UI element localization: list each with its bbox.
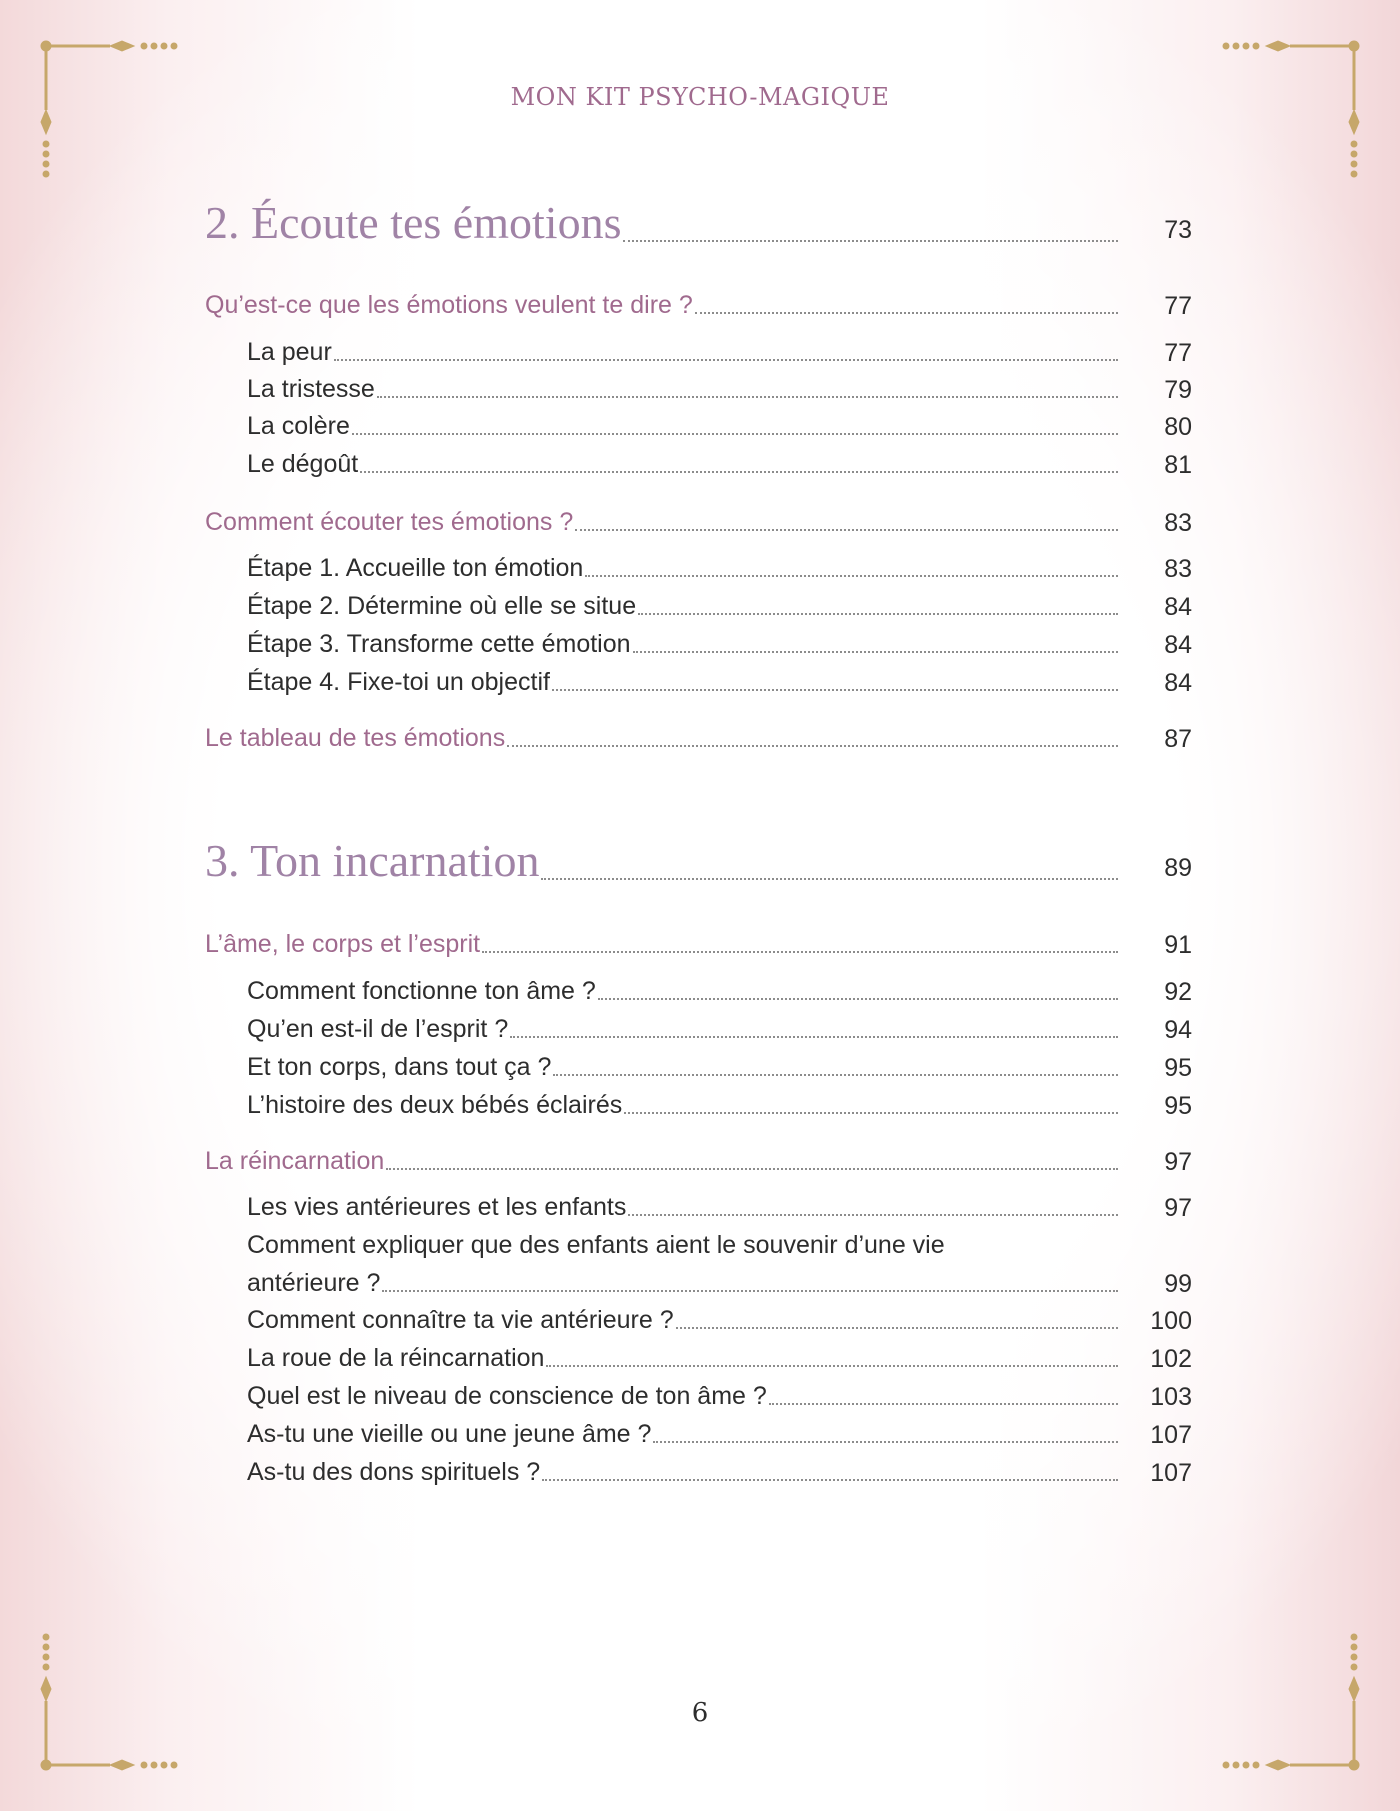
page-ref: 102 — [1150, 1345, 1192, 1373]
leader-dots — [546, 1365, 1118, 1367]
leader-dots — [638, 613, 1118, 615]
leader-dots — [553, 1074, 1118, 1076]
page-ref: 81 — [1164, 451, 1192, 479]
corner-ornament-top-left — [40, 40, 220, 220]
page-ref: 94 — [1164, 1016, 1192, 1044]
page-ref: 107 — [1150, 1459, 1192, 1487]
page-ref: 99 — [1164, 1270, 1192, 1298]
leader-dots — [628, 1214, 1118, 1216]
leader-dots — [482, 951, 1118, 953]
page-ref: 97 — [1164, 1194, 1192, 1222]
section-title: La réincarnation — [205, 1147, 385, 1175]
leader-dots — [633, 651, 1118, 653]
chapter-title: 2. Écoute tes émotions — [205, 197, 622, 248]
leader-dots — [624, 1112, 1118, 1114]
entry-title: Quel est le niveau de conscience de ton âme ? — [247, 1382, 767, 1410]
toc-entry[interactable] — [247, 1304, 1192, 1336]
page-ref: 83 — [1164, 555, 1192, 583]
page-ref: 79 — [1164, 376, 1192, 404]
section-title: Comment écouter tes émotions ? — [205, 508, 574, 536]
toc-entry[interactable] — [247, 975, 1192, 1007]
toc-entry[interactable] — [247, 1380, 1192, 1412]
entry-title: Étape 2. Détermine où elle se situe — [247, 592, 637, 620]
leader-dots — [334, 359, 1118, 361]
leader-dots — [541, 878, 1118, 880]
leader-dots — [382, 1290, 1118, 1292]
entry-title: Qu’en est-il de l’esprit ? — [247, 1015, 509, 1043]
entry-title: Le dégoût — [247, 450, 359, 478]
leader-dots — [623, 240, 1118, 242]
page-ref: 80 — [1164, 413, 1192, 441]
toc-entry[interactable] — [247, 1342, 1192, 1374]
toc-entry[interactable] — [247, 410, 1192, 442]
entry-title: Comment fonctionne ton âme ? — [247, 977, 596, 1005]
leader-dots — [377, 396, 1118, 398]
toc-entry[interactable] — [247, 448, 1192, 480]
page-ref: 77 — [1164, 292, 1192, 320]
toc-section[interactable] — [205, 722, 1192, 754]
toc-entry[interactable] — [247, 1418, 1192, 1450]
page-number: 6 — [691, 1698, 709, 1728]
page-ref: 91 — [1164, 931, 1192, 959]
leader-dots — [386, 1168, 1118, 1170]
page-ref: 89 — [1164, 854, 1192, 882]
toc-section[interactable] — [205, 1145, 1192, 1177]
page-ref: 103 — [1150, 1383, 1192, 1411]
entry-title: As-tu une vieille ou une jeune âme ? — [247, 1420, 652, 1448]
toc-entry[interactable] — [247, 1051, 1192, 1083]
entry-title: Étape 4. Fixe-toi un objectif — [247, 668, 550, 696]
page-ref: 84 — [1164, 593, 1192, 621]
toc-chapter-3[interactable] — [205, 835, 1192, 887]
leader-dots — [360, 471, 1118, 473]
toc-entry[interactable] — [247, 1089, 1192, 1121]
entry-title: As-tu des dons spirituels ? — [247, 1458, 541, 1486]
entry-title: L’histoire des deux bébés éclairés — [247, 1091, 623, 1119]
toc-entry[interactable] — [247, 666, 1192, 698]
page-ref: 100 — [1150, 1307, 1192, 1335]
leader-dots — [585, 575, 1118, 577]
corner-ornament-bottom-right — [1180, 1591, 1360, 1771]
entry-title: La colère — [247, 412, 350, 440]
page-ref: 107 — [1150, 1421, 1192, 1449]
toc-entry[interactable] — [247, 373, 1192, 405]
leader-dots — [653, 1441, 1118, 1443]
toc-section[interactable] — [205, 506, 1192, 538]
page-ref: 83 — [1164, 509, 1192, 537]
toc-chapter-2[interactable] — [205, 197, 1192, 249]
section-title: L’âme, le corps et l’esprit — [205, 930, 481, 958]
corner-ornament-top-right — [1180, 40, 1360, 220]
entry-title: Étape 1. Accueille ton émotion — [247, 554, 584, 582]
entry-title: antérieure ? — [247, 1269, 381, 1297]
entry-title: Comment connaître ta vie antérieure ? — [247, 1306, 674, 1334]
leader-dots — [552, 689, 1118, 691]
leader-dots — [598, 998, 1118, 1000]
page-ref: 77 — [1164, 339, 1192, 367]
leader-dots — [542, 1479, 1118, 1481]
page-ref: 73 — [1164, 216, 1192, 244]
leader-dots — [507, 745, 1118, 747]
running-title: MON KIT PSYCHO-MAGIQUE — [510, 83, 890, 111]
toc-entry[interactable] — [247, 1267, 1192, 1299]
toc-entry[interactable] — [247, 552, 1192, 584]
page-ref: 95 — [1164, 1092, 1192, 1120]
toc-entry[interactable] — [247, 628, 1192, 660]
leader-dots — [510, 1036, 1118, 1038]
chapter-title: 3. Ton incarnation — [205, 835, 540, 886]
ornament-icon — [1180, 1591, 1360, 1771]
ornament-icon — [1180, 40, 1360, 220]
toc-entry[interactable] — [247, 590, 1192, 622]
section-title: Le tableau de tes émotions — [205, 724, 506, 752]
toc-entry[interactable] — [247, 1013, 1192, 1045]
page-ref: 95 — [1164, 1054, 1192, 1082]
leader-dots — [769, 1403, 1118, 1405]
toc-section[interactable] — [205, 289, 1192, 321]
page-ref: 92 — [1164, 978, 1192, 1006]
page-ref: 97 — [1164, 1148, 1192, 1176]
ornament-icon — [40, 1591, 220, 1771]
section-title: Qu’est-ce que les émotions veulent te dire ? — [205, 291, 693, 319]
entry-title: Étape 3. Transforme cette émotion — [247, 630, 631, 658]
entry-title: La peur — [247, 338, 332, 366]
ornament-icon — [40, 40, 220, 220]
leader-dots — [575, 529, 1118, 531]
entry-title: Les vies antérieures et les enfants — [247, 1193, 627, 1221]
page-ref: 84 — [1164, 669, 1192, 697]
toc-entry[interactable] — [247, 1191, 1192, 1223]
leader-dots — [695, 312, 1118, 314]
entry-title: La tristesse — [247, 375, 375, 403]
page-ref: 84 — [1164, 631, 1192, 659]
toc-entry[interactable] — [247, 1456, 1192, 1488]
leader-dots — [676, 1327, 1118, 1329]
entry-title: Et ton corps, dans tout ça ? — [247, 1053, 552, 1081]
toc-entry-line1[interactable]: Comment expliquer que des enfants aient le souvenir d’une vie — [247, 1231, 945, 1259]
entry-title: La roue de la réincarnation — [247, 1344, 545, 1372]
toc-entry[interactable] — [247, 336, 1192, 368]
page-ref: 87 — [1164, 725, 1192, 753]
toc-section[interactable] — [205, 928, 1192, 960]
leader-dots — [352, 433, 1118, 435]
corner-ornament-bottom-left — [40, 1591, 220, 1771]
